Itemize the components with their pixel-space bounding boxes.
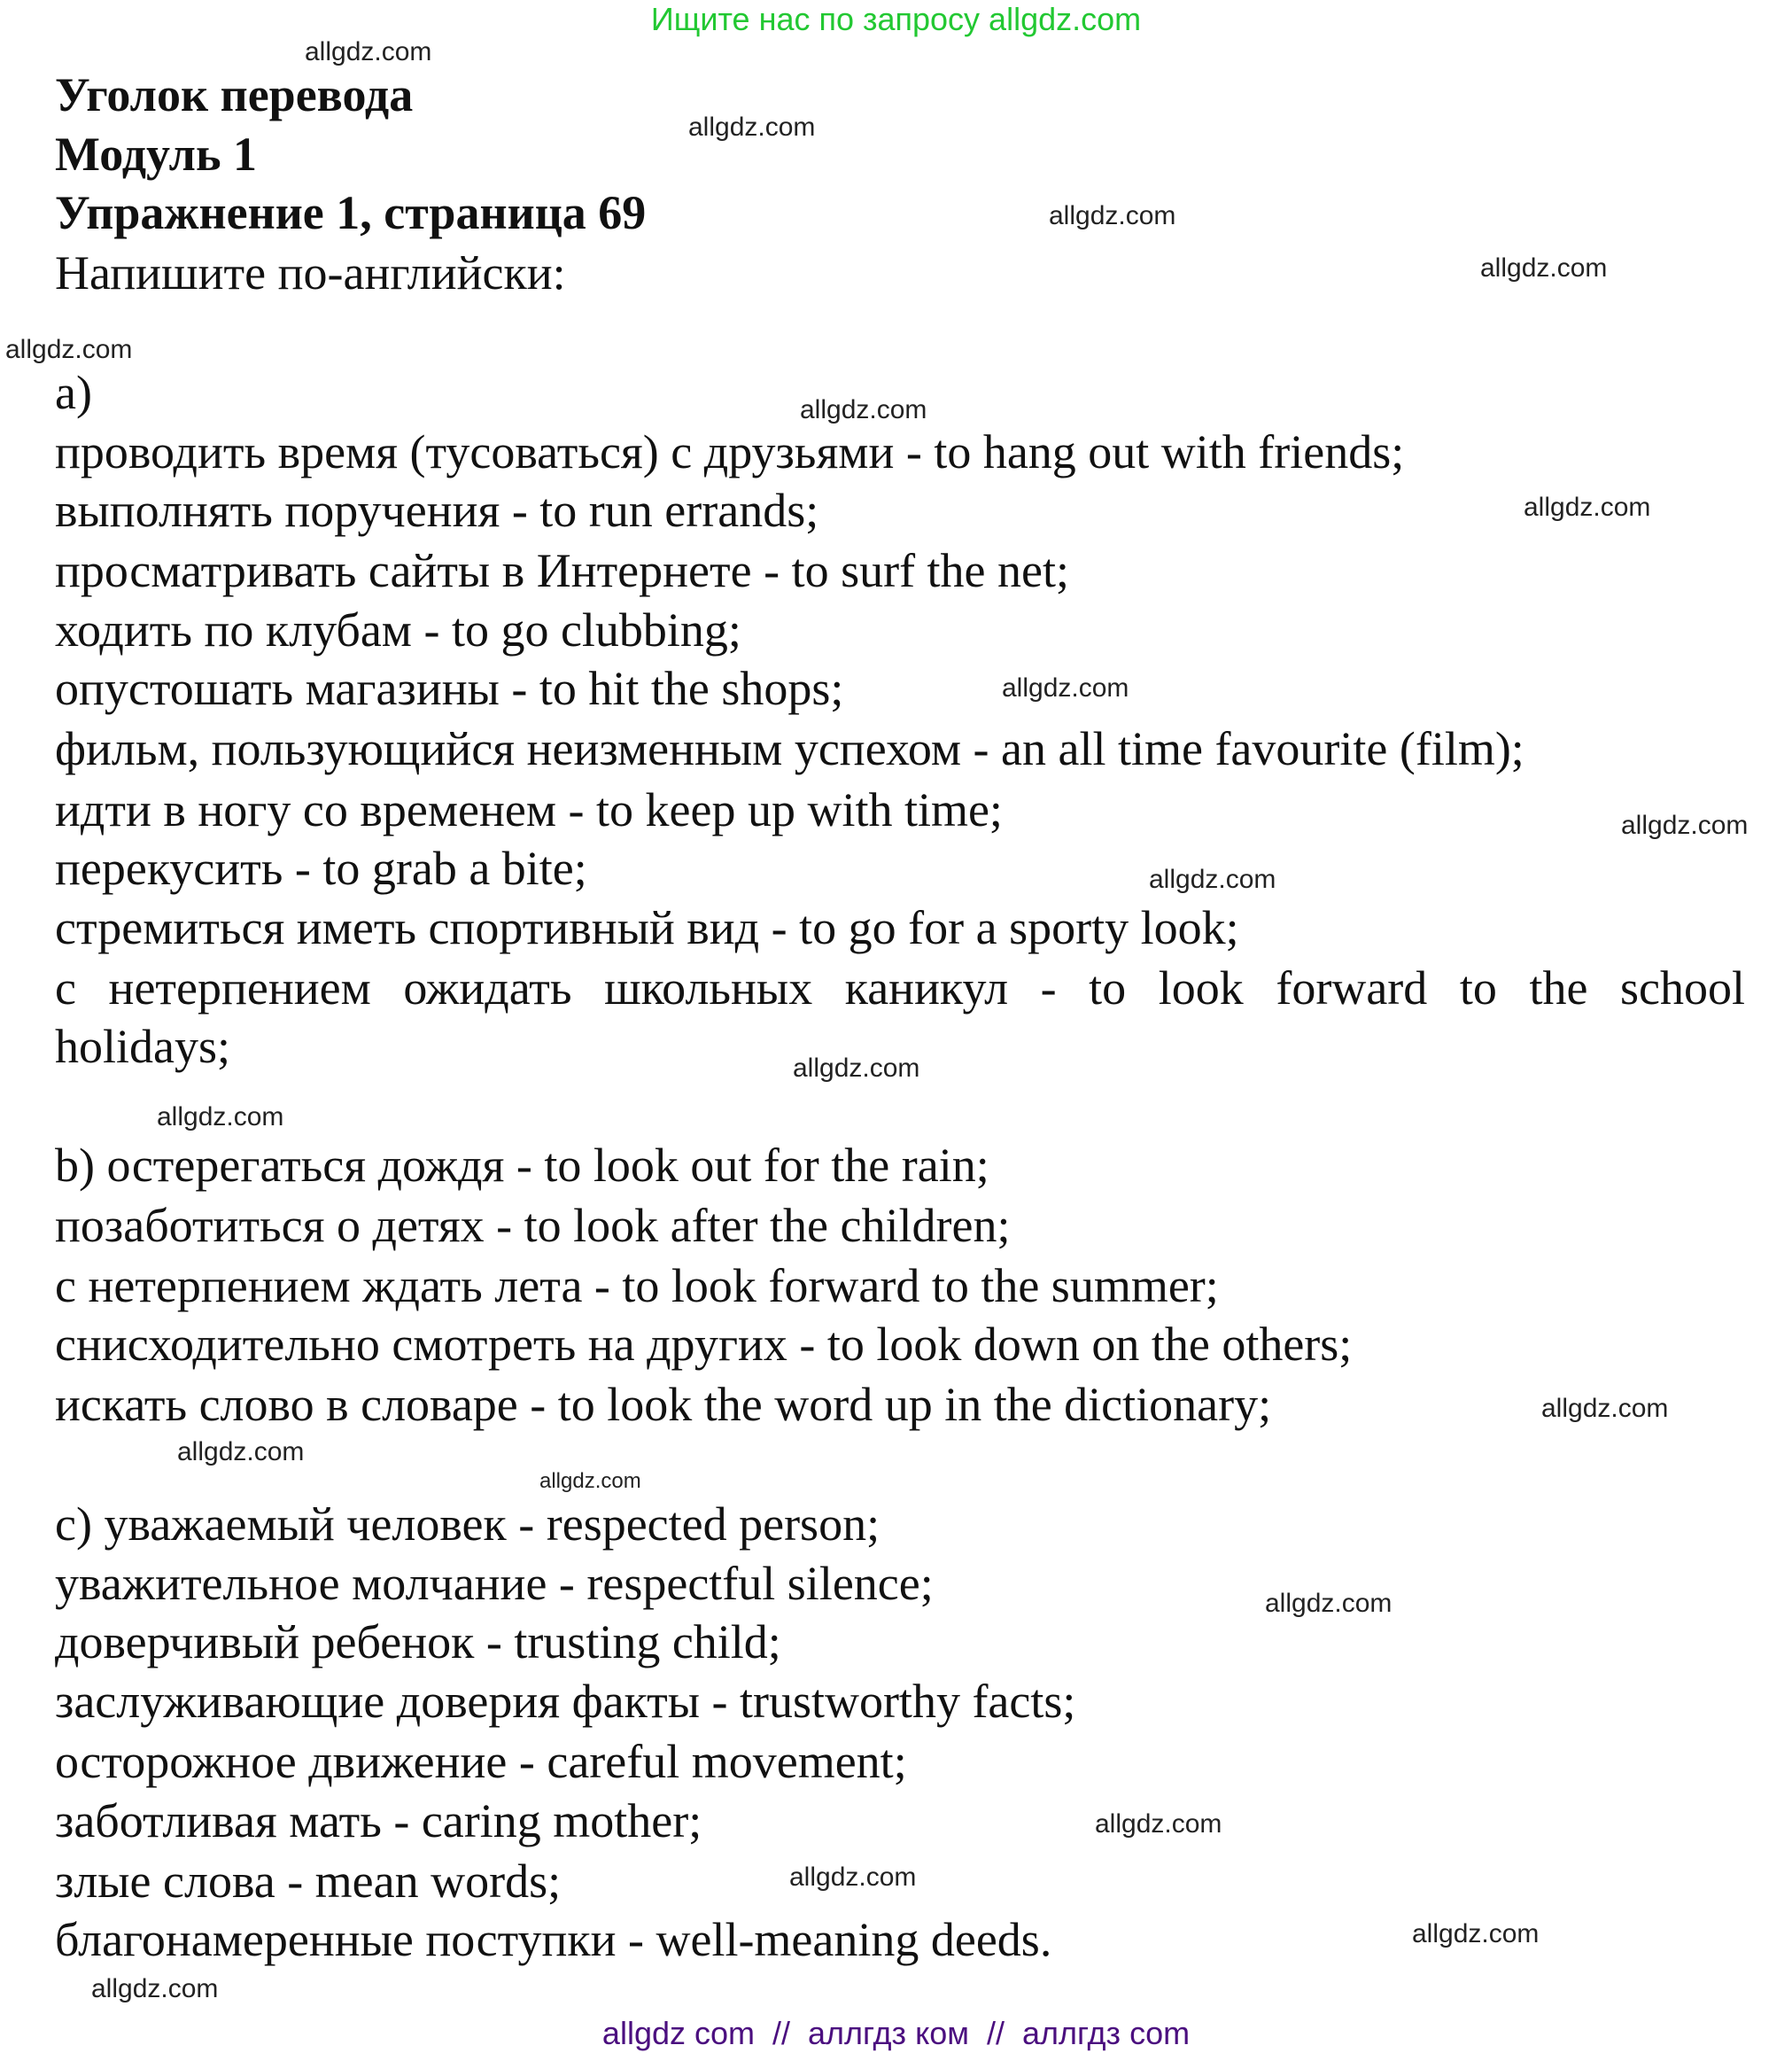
page-title: Уголок перевода [55,68,414,121]
watermark: allgdz.com [688,113,816,142]
translation-line: b) остерегаться дождя - to look out for the rain; [55,1139,989,1192]
translation-line: заботливая мать - caring mother; [55,1794,702,1847]
translation-line: проводить время (тусоваться) с друзьями - to hang out with friends; [55,425,1405,478]
footer-watermark: allgdz com // аллгдз ком // аллгдз com [601,2015,1191,2051]
module-heading: Модуль 1 [55,128,258,181]
watermark: allgdz.com [1265,1589,1392,1618]
watermark: allgdz.com [1095,1809,1222,1839]
translation-line: просматривать сайты в Интернете - to surf the net; [55,544,1069,597]
translation-line: снисходительно смотреть на других - to look down on the others; [55,1318,1353,1371]
watermark: allgdz.com [1524,493,1651,522]
watermark: allgdz.com [1541,1394,1669,1423]
watermark: allgdz.com [157,1102,284,1131]
watermark: allgdz.com [800,395,927,424]
translation-line: c) уважаемый человек - respected person; [55,1497,880,1551]
watermark: allgdz.com [305,37,432,66]
watermark: allgdz.com [789,1862,917,1892]
search-banner: Ищите нас по запросу allgdz.com [650,1,1142,37]
translation-line: осторожное движение - careful movement; [55,1735,907,1788]
watermark: allgdz.com [91,1974,219,2003]
translation-line: позаботиться о детях - to look after the children; [55,1199,1011,1252]
instruction: Напишите по-английски: [55,246,566,299]
translation-line: уважительное молчание - respectful silence; [55,1557,934,1610]
watermark: allgdz.com [539,1469,641,1493]
translation-line: идти в ногу со временем - to keep up with time; [55,783,1003,836]
translation-line: искать слово в словаре - to look the word up in the dictionary; [55,1378,1272,1431]
translation-line: ходить по клубам - to go clubbing; [55,603,741,657]
translation-line: злые слова - mean words; [55,1855,562,1908]
watermark: allgdz.com [1049,201,1176,230]
watermark: allgdz.com [793,1054,920,1083]
translation-line: с нетерпением ожидать школьных каникул - to look forward to the school [55,961,1745,1015]
watermark: allgdz.com [5,335,133,364]
section-a-label: a) [55,366,92,419]
watermark: allgdz.com [177,1437,305,1466]
translation-line: holidays; [55,1020,230,1073]
watermark: allgdz.com [1412,1919,1540,1948]
translation-line: благонамеренные поступки - well-meaning deeds. [55,1913,1052,1966]
translation-line: заслуживающие доверия факты - trustworthy facts; [55,1675,1076,1728]
watermark: allgdz.com [1149,865,1276,894]
translation-line: фильм, пользующийся неизменным успехом - an all time favourite (film); [55,722,1524,775]
translation-line: с нетерпением ждать лета - to look forward to the summer; [55,1259,1219,1312]
translation-line: опустошать магазины - to hit the shops; [55,662,844,715]
watermark: allgdz.com [1480,253,1608,283]
translation-line: стремиться иметь спортивный вид - to go for a sporty look; [55,901,1239,954]
watermark: allgdz.com [1621,811,1749,840]
translation-line: выполнять поручения - to run errands; [55,484,819,537]
translation-line: доверчивый ребенок - trusting child; [55,1615,781,1668]
exercise-heading: Упражнение 1, страница 69 [55,186,647,239]
translation-line: перекусить - to grab a bite; [55,842,587,895]
watermark: allgdz.com [1002,673,1129,703]
